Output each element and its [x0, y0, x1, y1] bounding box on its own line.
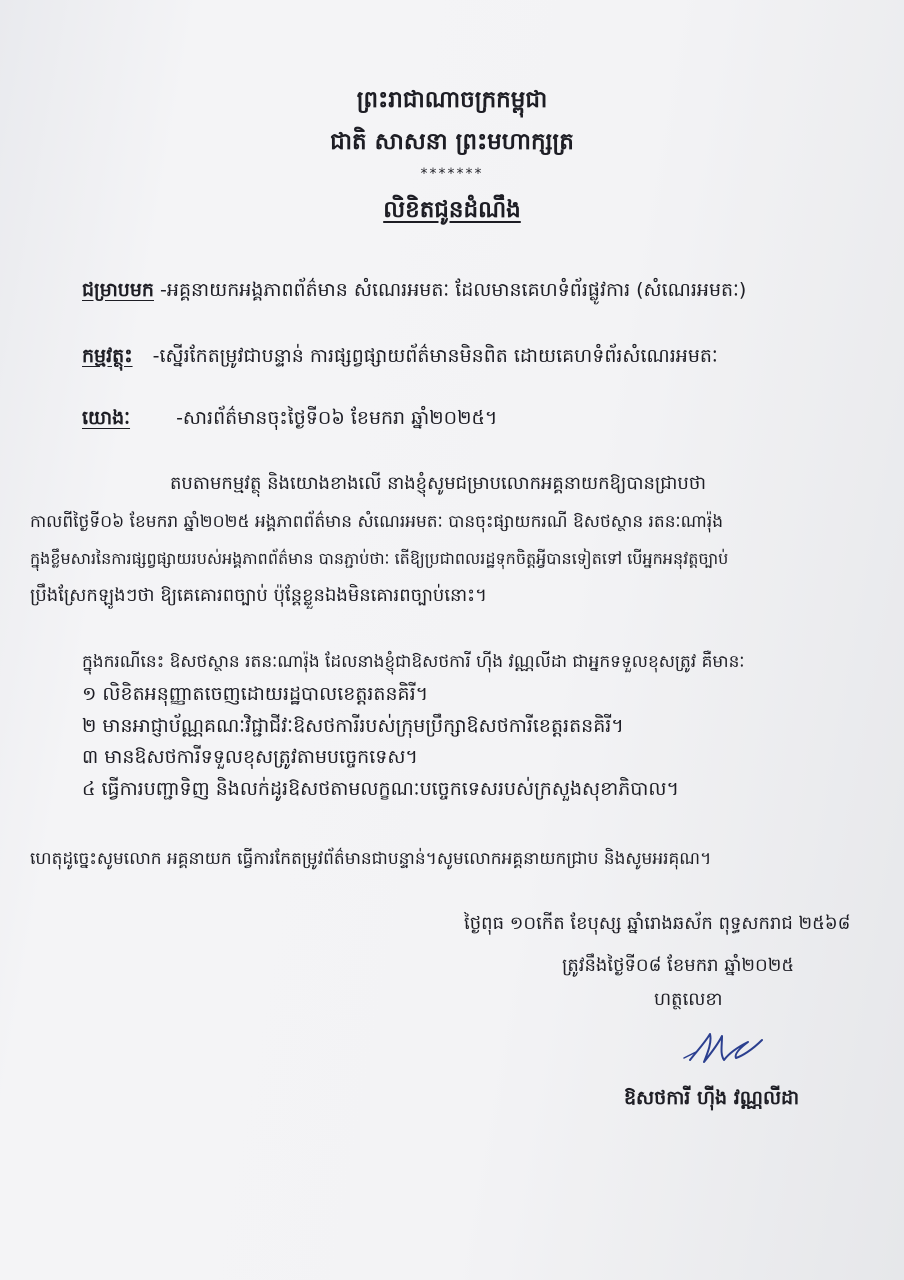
lunar-date: ថ្ងៃពុធ ១០កើត ខែបុស្ស ឆ្នាំរោងឆស័ក ពុទ្ធសករាជ ២៥៦៨ — [464, 913, 851, 934]
body-line-4: ប្រឹងស្រែកឡូងៗថា ឱ្យគេគោរពច្បាប់ ប៉ុន្តែខ្លួនឯងមិនគោរពច្បាប់នោះ។ — [30, 585, 487, 606]
recipient-row — [82, 276, 746, 304]
subject-label: កម្មវត្ថុះ — [82, 345, 133, 367]
solar-date: ត្រូវនឹងថ្ងៃទី០៨ ខែមករា ឆ្នាំ២០២៥ — [562, 955, 795, 976]
subject-text: -ស្នើរកែតម្រូវជាបន្ទាន់ ការផ្សព្វផ្សាយព័ត៌មានមិនពិត ដោយគេហទំព័រសំណេរអមតៈ — [152, 345, 718, 367]
kingdom-heading: ព្រះរាជាណាចក្រកម្ពុជា — [356, 87, 548, 113]
letter-title: លិខិតជូនដំណឹង — [383, 197, 521, 223]
body-line-3: ក្នុងខ្លឹមសារនៃការផ្សព្វផ្សាយរបស់អង្គភាពព័ត៌មាន បានភ្ជាប់ថាៈ តើឱ្យប្រជាពលរដ្ឋទុកចិត្តអ្វីបានទៀតទៅ បើអ្នកអនុវត្តច្បាប់ — [30, 549, 729, 568]
list-item: ៤ ធ្វើការបញ្ជាទិញ និងលក់ដូរឱសថតាមលក្ខណៈបច្ចេកទេសរបស់ក្រសួងសុខាភិបាល។ — [82, 778, 679, 800]
body-line-1: តបតាមកម្មវត្ថុ និងយោងខាងលើ នាងខ្ញុំសូមជម្រាបលោកអគ្គនាយកឱ្យបានជ្រាបថា — [170, 473, 706, 494]
recipient-label: ជម្រាបមក — [82, 279, 154, 301]
signature-label: ហត្ថលេខា — [654, 989, 723, 1010]
motto-heading: ជាតិ សាសនា ព្រះមហាក្សត្រ — [330, 129, 574, 155]
list-item: ២ មានអាជ្ញាប័ណ្ណគណៈវិជ្ជាជីវៈឱសថការីរបស់ក្រុមប្រឹក្សាឱសថការីខេត្តរតនគិរី។ — [82, 715, 624, 737]
subject-row — [82, 342, 718, 370]
recipient-text: -អគ្គនាយកអង្គភាពព័ត៌មាន សំណេរអមតៈ ដែលមានគេហទំព័រផ្លូវការ (សំណេរអមតៈ) — [160, 279, 747, 301]
list-item: ៣ មានឱសថការីទទួលខុសត្រូវតាមបច្ចេកទេស។ — [82, 746, 418, 768]
body-line-2: កាលពីថ្ងៃទី០៦ ខែមករា ឆ្នាំ២០២៥ អង្គភាពព័ត៌មាន សំណេរអមតៈ បានចុះផ្សាយករណី ឱសថស្ថាន រតនៈណារ៉ុង — [30, 512, 724, 532]
closing-paragraph: ហេតុដូច្នេះសូមលោក អគ្គនាយក ធ្វើការកែតម្រូវព័ត៌មានជាបន្ទាន់។សូមលោកអគ្គនាយកជ្រាប និងសូមអរគុណ។ — [30, 849, 712, 869]
handwritten-signature — [682, 1022, 772, 1072]
signer-name: ឱសថការី ហ៊ីង វណ្ណលីដា — [624, 1087, 800, 1109]
reference-text: -សារព័ត៌មានចុះថ្ងៃទី០៦ ខែមករា ឆ្នាំ២០២៥។ — [176, 407, 498, 429]
stars-divider: ******* — [420, 166, 484, 182]
list-item: ១ លិខិតអនុញ្ញាតចេញដោយរដ្ឋបាលខេត្តរតនគិរី។ — [82, 683, 429, 705]
reference-label: យោងៈ — [82, 407, 131, 429]
reference-row — [82, 404, 497, 432]
body-para2-intro: ក្នុងករណីនេះ ឱសថស្ថាន រតនៈណារ៉ុង ដែលនាងខ្ញុំជាឱសថការី ហ៊ីង វណ្ណលីដា ជាអ្នកទទួលខុសត្រូវ គឺមានៈ — [82, 652, 745, 672]
